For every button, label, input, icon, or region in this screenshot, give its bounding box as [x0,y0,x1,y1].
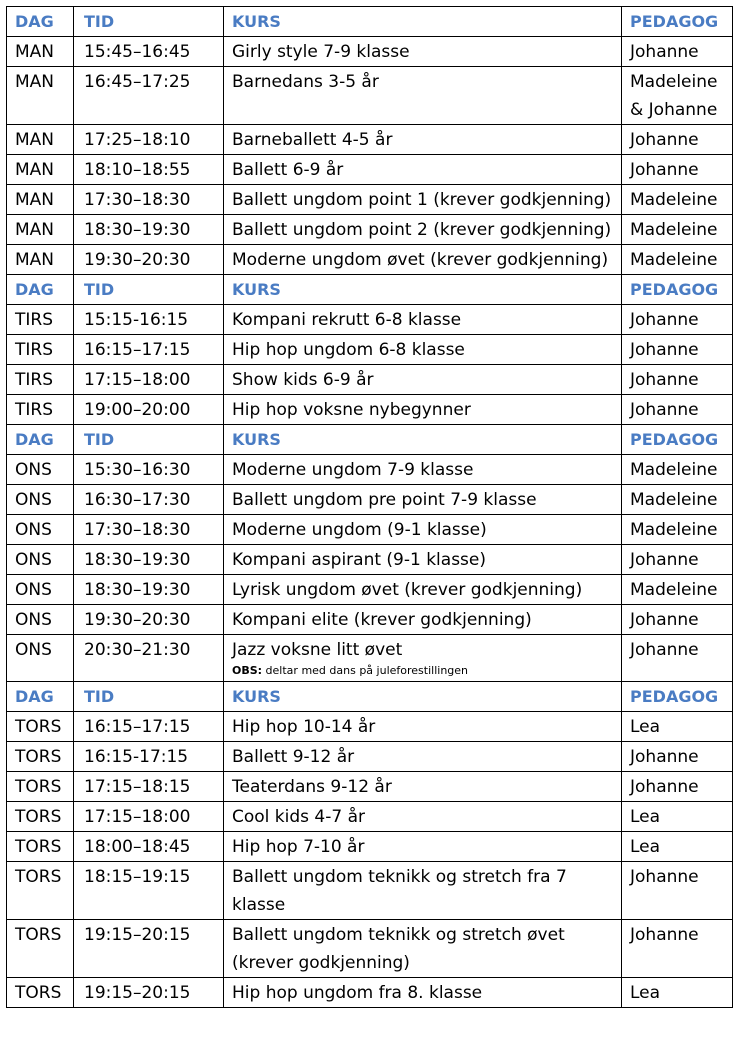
cell-tid: 18:30–19:30 [74,575,224,605]
cell-kurs [224,635,622,682]
cell-pedagog: Johanne [622,155,733,185]
course-name: Hip hop voksne nybegynner [232,400,471,420]
cell-pedagog: Johanne [622,772,733,802]
cell-tid: 17:15–18:15 [74,772,224,802]
table-row [7,635,733,682]
cell-dag: TORS [7,832,74,862]
table-row [7,245,733,275]
cell-pedagog: Johanne [622,920,733,978]
cell-tid: 19:30–20:30 [74,245,224,275]
cell-dag: TORS [7,712,74,742]
course-name: Ballett ungdom pre point 7-9 klasse [232,490,537,510]
course-name: Kompani elite (krever godkjenning) [232,610,532,630]
cell-dag: ONS [7,455,74,485]
header-row [7,682,733,712]
cell-pedagog: Lea [622,832,733,862]
cell-tid: 18:00–18:45 [74,832,224,862]
cell-tid: 15:15-16:15 [74,305,224,335]
table-row [7,215,733,245]
course-name: Moderne ungdom 7-9 klasse [232,460,474,480]
course-name: Ballett ungdom point 2 (krever godkjenning) [232,220,612,240]
course-name: Jazz voksne litt øvet [232,640,403,660]
cell-kurs [224,545,622,575]
cell-dag: TORS [7,772,74,802]
cell-kurs [224,215,622,245]
cell-kurs [224,802,622,832]
course-name: Ballett ungdom point 1 (krever godkjenning) [232,190,612,210]
cell-tid: 15:30–16:30 [74,455,224,485]
cell-dag: ONS [7,635,74,682]
cell-pedagog: Madeleine [622,245,733,275]
course-note [232,664,613,681]
cell-dag: MAN [7,245,74,275]
cell-dag: TIRS [7,395,74,425]
cell-kurs [224,245,622,275]
header-kurs: KURS [224,7,622,37]
header-row [7,425,733,455]
cell-dag: MAN [7,155,74,185]
cell-kurs [224,395,622,425]
course-name: Ballett 9-12 år [232,747,355,767]
cell-pedagog: Lea [622,802,733,832]
course-name: Show kids 6-9 år [232,370,374,390]
cell-pedagog: Johanne [622,605,733,635]
cell-pedagog: Madeleine [622,515,733,545]
cell-kurs [224,605,622,635]
cell-dag: MAN [7,215,74,245]
cell-dag: ONS [7,605,74,635]
table-row [7,185,733,215]
table-row [7,742,733,772]
table-row [7,862,733,920]
table-row [7,712,733,742]
cell-kurs [224,832,622,862]
cell-pedagog: Madeleine & Johanne [622,67,733,125]
table-row [7,920,733,978]
cell-pedagog: Johanne [622,125,733,155]
cell-pedagog: Madeleine [622,575,733,605]
cell-kurs [224,365,622,395]
cell-pedagog: Johanne [622,545,733,575]
cell-pedagog: Johanne [622,335,733,365]
cell-pedagog: Lea [622,712,733,742]
cell-kurs [224,920,622,978]
cell-pedagog: Madeleine [622,215,733,245]
cell-tid: 19:00–20:00 [74,395,224,425]
schedule-body [7,7,733,1008]
cell-kurs [224,978,622,1008]
header-kurs: KURS [224,275,622,305]
cell-kurs [224,862,622,920]
table-row [7,67,733,125]
cell-tid: 17:30–18:30 [74,185,224,215]
course-name: Girly style 7-9 klasse [232,42,410,62]
cell-tid: 17:30–18:30 [74,515,224,545]
cell-pedagog: Johanne [622,635,733,682]
cell-pedagog: Johanne [622,742,733,772]
header-tid: TID [74,682,224,712]
course-name: Moderne ungdom øvet (krever godkjenning) [232,250,609,270]
cell-tid: 17:15–18:00 [74,365,224,395]
cell-pedagog: Lea [622,978,733,1008]
cell-kurs [224,772,622,802]
cell-tid: 19:30–20:30 [74,605,224,635]
cell-tid: 19:15–20:15 [74,920,224,978]
cell-dag: TORS [7,742,74,772]
table-row [7,772,733,802]
table-row [7,605,733,635]
cell-dag: TIRS [7,305,74,335]
cell-dag: TIRS [7,365,74,395]
header-tid: TID [74,275,224,305]
cell-pedagog: Madeleine [622,485,733,515]
course-name: Hip hop 10-14 år [232,717,376,737]
note-label: OBS: [232,664,263,677]
header-dag: DAG [7,425,74,455]
cell-tid: 17:15–18:00 [74,802,224,832]
header-dag: DAG [7,275,74,305]
cell-kurs [224,67,622,125]
cell-dag: ONS [7,485,74,515]
cell-dag: ONS [7,515,74,545]
course-name: Ballett ungdom teknikk og stretch øvet (krever godkjenning) [232,925,565,973]
course-name: Barneballett 4-5 år [232,130,393,150]
cell-kurs [224,712,622,742]
table-row [7,802,733,832]
table-row [7,37,733,67]
cell-kurs [224,335,622,365]
cell-kurs [224,305,622,335]
course-name: Hip hop ungdom fra 8. klasse [232,983,483,1003]
course-name: Cool kids 4-7 år [232,807,365,827]
cell-kurs [224,485,622,515]
cell-tid: 16:15–17:15 [74,712,224,742]
course-name: Moderne ungdom (9-1 klasse) [232,520,487,540]
cell-pedagog: Johanne [622,395,733,425]
note-text: deltar med dans på juleforestillingen [262,664,469,677]
cell-tid: 18:10–18:55 [74,155,224,185]
cell-kurs [224,37,622,67]
table-row [7,305,733,335]
table-row [7,335,733,365]
cell-kurs [224,742,622,772]
course-name: Kompani aspirant (9-1 klasse) [232,550,487,570]
cell-dag: MAN [7,125,74,155]
cell-dag: TORS [7,862,74,920]
table-row [7,155,733,185]
table-row [7,832,733,862]
cell-tid: 16:15–17:15 [74,335,224,365]
course-name: Kompani rekrutt 6-8 klasse [232,310,462,330]
cell-tid: 16:45–17:25 [74,67,224,125]
table-row [7,365,733,395]
course-name: Hip hop 7-10 år [232,837,365,857]
course-name: Teaterdans 9-12 år [232,777,392,797]
table-row [7,545,733,575]
cell-dag: ONS [7,575,74,605]
header-pedagog: PEDAGOG [622,275,733,305]
cell-kurs [224,575,622,605]
header-row [7,7,733,37]
header-tid: TID [74,425,224,455]
cell-pedagog: Madeleine [622,185,733,215]
cell-dag: TIRS [7,335,74,365]
header-tid: TID [74,7,224,37]
header-pedagog: PEDAGOG [622,7,733,37]
cell-kurs [224,155,622,185]
cell-pedagog: Johanne [622,305,733,335]
cell-kurs [224,515,622,545]
cell-kurs [224,185,622,215]
course-name: Ballett ungdom teknikk og stretch fra 7 klasse [232,867,567,915]
course-name: Ballett 6-9 år [232,160,344,180]
header-pedagog: PEDAGOG [622,425,733,455]
course-name: Barnedans 3-5 år [232,72,379,92]
cell-tid: 18:30–19:30 [74,215,224,245]
cell-dag: MAN [7,67,74,125]
cell-tid: 19:15–20:15 [74,978,224,1008]
course-name: Lyrisk ungdom øvet (krever godkjenning) [232,580,583,600]
header-dag: DAG [7,7,74,37]
cell-kurs [224,455,622,485]
table-row [7,395,733,425]
cell-tid: 16:15-17:15 [74,742,224,772]
cell-kurs [224,125,622,155]
schedule-table [6,6,733,1008]
cell-pedagog: Madeleine [622,455,733,485]
header-kurs: KURS [224,425,622,455]
table-row [7,485,733,515]
cell-pedagog: Johanne [622,37,733,67]
cell-pedagog: Johanne [622,365,733,395]
header-dag: DAG [7,682,74,712]
course-name: Hip hop ungdom 6-8 klasse [232,340,465,360]
cell-dag: TORS [7,978,74,1008]
header-pedagog: PEDAGOG [622,682,733,712]
cell-tid: 18:30–19:30 [74,545,224,575]
cell-dag: TORS [7,920,74,978]
cell-dag: TORS [7,802,74,832]
header-row [7,275,733,305]
cell-dag: MAN [7,37,74,67]
cell-tid: 16:30–17:30 [74,485,224,515]
cell-dag: ONS [7,545,74,575]
cell-tid: 15:45–16:45 [74,37,224,67]
cell-tid: 17:25–18:10 [74,125,224,155]
cell-pedagog: Johanne [622,862,733,920]
cell-tid: 18:15–19:15 [74,862,224,920]
table-row [7,575,733,605]
table-row [7,978,733,1008]
header-kurs: KURS [224,682,622,712]
cell-dag: MAN [7,185,74,215]
table-row [7,455,733,485]
cell-tid: 20:30–21:30 [74,635,224,682]
table-row [7,515,733,545]
table-row [7,125,733,155]
